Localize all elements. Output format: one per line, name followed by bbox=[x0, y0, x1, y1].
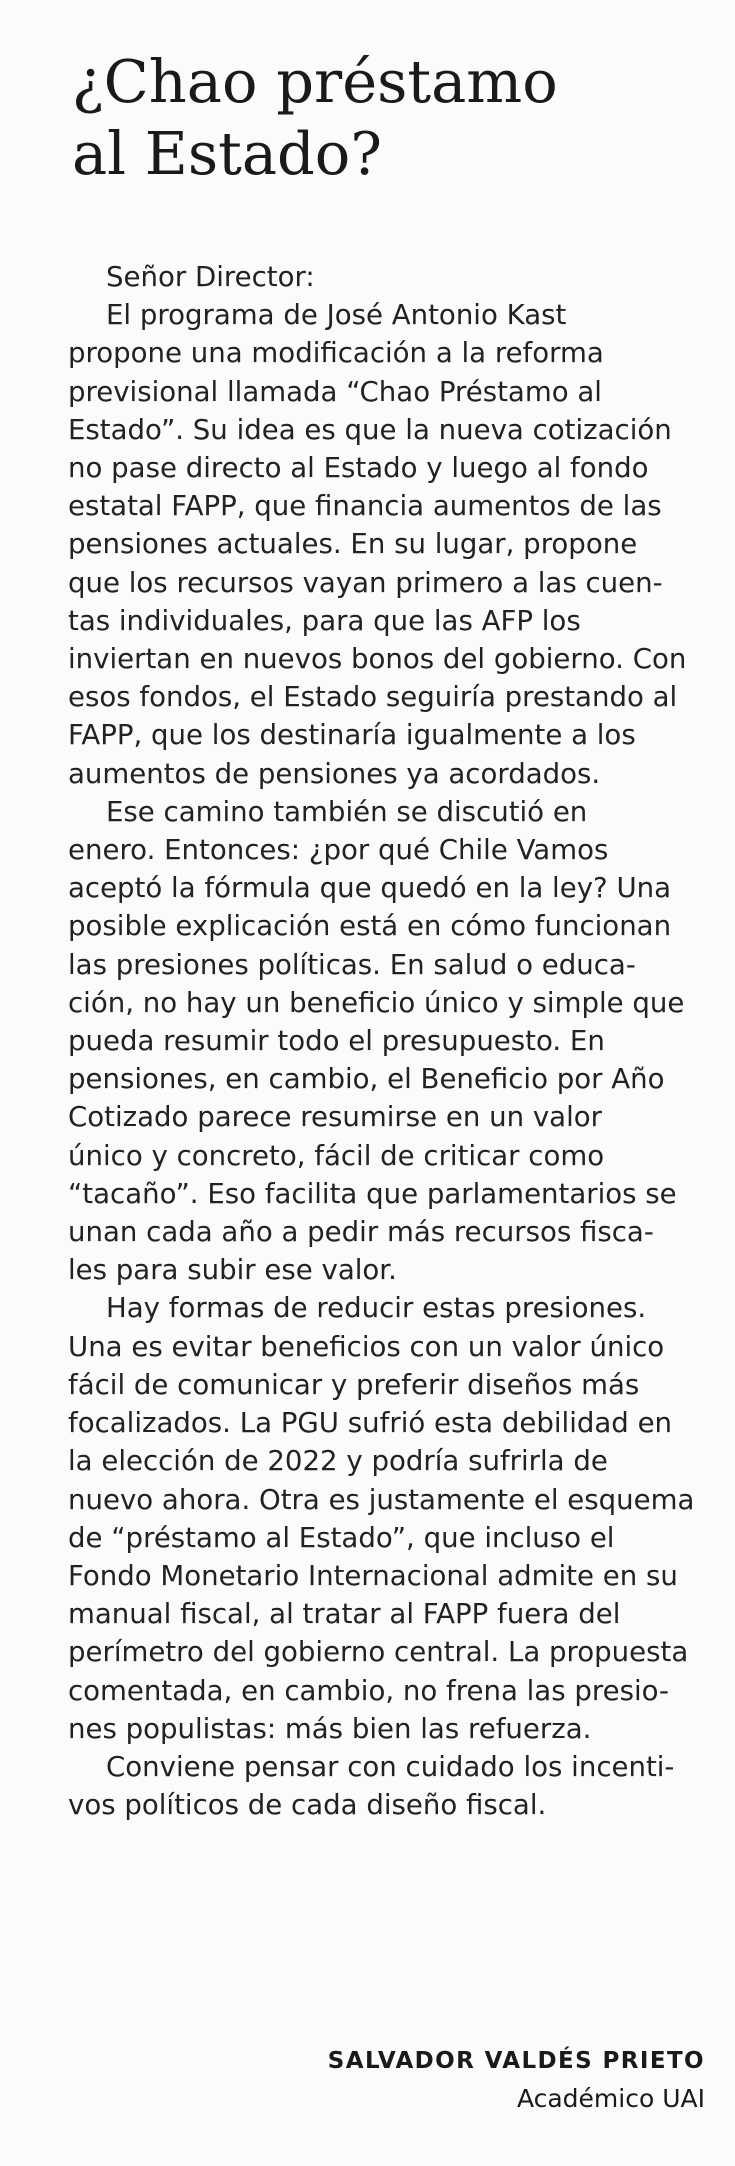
body-line: FAPP, que los destinaría igualmente a los bbox=[68, 718, 636, 752]
body-line: focalizados. La PGU sufrió esta debilidad en bbox=[68, 1406, 673, 1440]
body-line: perímetro del gobierno central. La propuesta bbox=[68, 1635, 689, 1669]
body-line: pueda resumir todo el presupuesto. En bbox=[68, 1024, 605, 1058]
body-line: Cotizado parece resumirse en un valor bbox=[68, 1100, 602, 1134]
body-line: Hay formas de reducir estas presiones. bbox=[106, 1291, 647, 1325]
body-line: El programa de José Antonio Kast bbox=[106, 298, 567, 332]
body-line: inviertan en nuevos bonos del gobierno. Con bbox=[68, 642, 687, 676]
body-line: tas individuales, para que las AFP los bbox=[68, 603, 581, 637]
body-line: único y concreto, fácil de criticar como bbox=[68, 1138, 605, 1172]
body-line: les para subir ese valor. bbox=[68, 1253, 397, 1287]
author-affiliation: Académico UAI bbox=[516, 2084, 705, 2113]
author-name: SALVADOR VALDÉS PRIETO bbox=[327, 2048, 705, 2074]
body-line: enero. Entonces: ¿por qué Chile Vamos bbox=[68, 833, 609, 867]
body-line: manual fiscal, al tratar al FAPP fuera del bbox=[68, 1597, 621, 1631]
body-line: nes populistas: más bien las refuerza. bbox=[68, 1711, 592, 1745]
body-line: Conviene pensar con cuidado los incenti- bbox=[106, 1749, 675, 1783]
body-line: la elección de 2022 y podría sufrirla de bbox=[68, 1444, 608, 1478]
body-line: de “préstamo al Estado”, que incluso el bbox=[68, 1520, 615, 1554]
body-line: fácil de comunicar y preferir diseños más bbox=[68, 1367, 640, 1401]
body-line: comentada, en cambio, no frena las presio- bbox=[68, 1673, 669, 1707]
signature-block bbox=[328, 2043, 705, 2119]
body-line: que los recursos vayan primero a las cuen- bbox=[68, 565, 663, 599]
body-line: estatal FAPP, que financia aumentos de las bbox=[68, 489, 662, 523]
body-line: aumentos de pensiones ya acordados. bbox=[68, 756, 601, 790]
headline-line: al Estado? bbox=[72, 118, 382, 188]
letter-body bbox=[68, 258, 708, 1824]
body-line: Ese camino también se discutió en bbox=[106, 794, 588, 828]
salutation: Señor Director: bbox=[106, 260, 315, 293]
body-line: aceptó la fórmula que quedó en la ley? Una bbox=[68, 871, 672, 905]
headline bbox=[72, 46, 558, 190]
body-line: nuevo ahora. Otra es justamente el esquema bbox=[68, 1482, 695, 1516]
body-line: Estado”. Su idea es que la nueva cotización bbox=[68, 412, 672, 446]
headline-line: ¿Chao préstamo bbox=[72, 47, 558, 116]
body-line: las presiones políticas. En salud o educa- bbox=[68, 947, 636, 981]
body-line: propone una modificación a la reforma bbox=[68, 336, 604, 370]
body-line: posible explicación está en cómo funcionan bbox=[68, 909, 672, 943]
body-line: ción, no hay un beneficio único y simple que bbox=[68, 985, 685, 1019]
body-line: no pase directo al Estado y luego al fondo bbox=[68, 451, 649, 485]
body-line: pensiones actuales. En su lugar, propone bbox=[68, 527, 638, 561]
body-line: unan cada año a pedir más recursos fisca- bbox=[68, 1215, 654, 1249]
body-line: vos políticos de cada diseño fiscal. bbox=[68, 1788, 547, 1822]
body-line: previsional llamada “Chao Préstamo al bbox=[68, 374, 602, 408]
body-line: pensiones, en cambio, el Beneficio por Año bbox=[68, 1062, 665, 1096]
body-line: Una es evitar beneficios con un valor único bbox=[68, 1329, 665, 1363]
body-line: Fondo Monetario Internacional admite en su bbox=[68, 1558, 678, 1592]
body-line: “tacaño”. Eso facilita que parlamentarios se bbox=[68, 1176, 677, 1210]
body-line: esos fondos, el Estado seguiría prestando al bbox=[68, 680, 678, 714]
